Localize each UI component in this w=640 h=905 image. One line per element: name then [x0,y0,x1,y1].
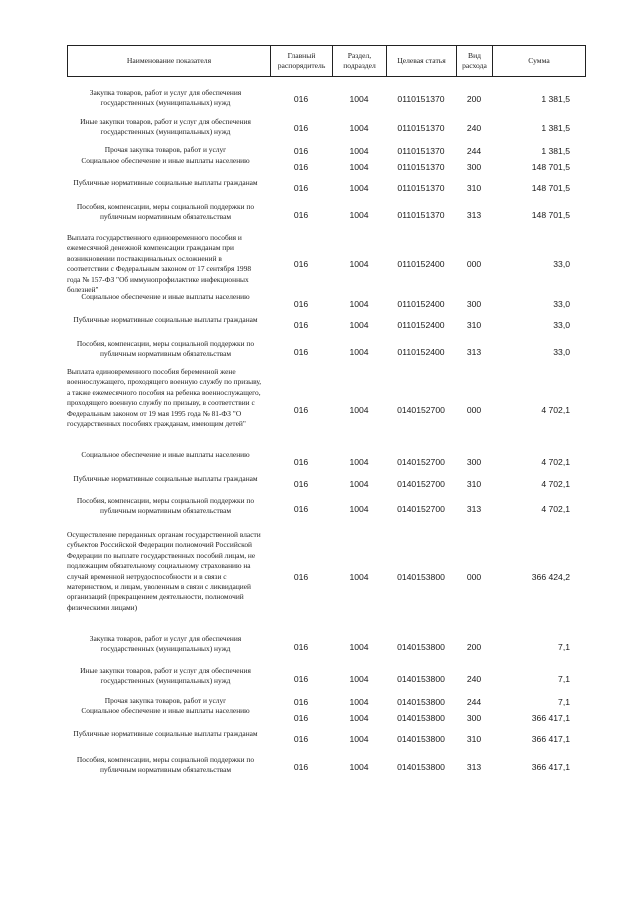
row-sum: 1 381,5 [541,123,570,133]
row-section: 1004 [349,162,369,172]
row-type: 244 [466,146,482,156]
row-name: Социальное обеспечение и иные выплаты населению [81,450,250,459]
row-type: 300 [466,162,482,172]
row-type: 313 [466,210,482,220]
row-section: 1004 [349,504,369,514]
header-expense-type: Вид расхода [457,46,493,77]
row-target: 0140152700 [397,405,445,415]
row-sum: 4 702,1 [541,504,570,514]
row-name: Пособия, компенсации, меры социальной поддержки по публичным нормативным обязательствам [76,496,255,516]
row-grbs: 016 [293,479,309,489]
table-header [67,45,586,77]
row-grbs: 016 [293,713,309,723]
row-grbs: 016 [293,259,309,269]
row-target: 0110151370 [397,146,445,156]
row-type: 200 [466,642,482,652]
row-grbs: 016 [293,210,309,220]
row-grbs: 016 [293,299,309,309]
row-section: 1004 [349,697,369,707]
row-section: 1004 [349,123,369,133]
row-type: 200 [466,94,482,104]
row-target: 0140153800 [397,642,445,652]
row-target: 0140153800 [397,734,445,744]
row-section: 1004 [349,762,369,772]
row-name: Публичные нормативные социальные выплаты гражданам [73,178,258,187]
row-sum: 148 701,5 [531,183,570,193]
row-target: 0140153800 [397,713,445,723]
row-grbs: 016 [293,642,309,652]
header-grbs: Главный распорядитель [271,46,333,77]
row-grbs: 016 [293,457,309,467]
row-section: 1004 [349,674,369,684]
row-target: 0110152400 [397,347,445,357]
row-type: 300 [466,457,482,467]
row-section: 1004 [349,713,369,723]
row-section: 1004 [349,183,369,193]
row-section: 1004 [349,320,369,330]
row-section: 1004 [349,94,369,104]
row-type: 310 [466,479,482,489]
row-grbs: 016 [293,762,309,772]
row-type: 000 [466,259,482,269]
row-type: 310 [466,183,482,193]
row-name: Публичные нормативные социальные выплаты гражданам [73,315,258,324]
row-target: 0110151370 [397,123,445,133]
header-section: Раздел, подраздел [333,46,387,77]
row-sum: 1 381,5 [541,146,570,156]
row-name: Закупка товаров, работ и услуг для обеспечения государственных (муниципальных) нужд [89,88,242,108]
row-type: 310 [466,320,482,330]
row-section: 1004 [349,479,369,489]
row-grbs: 016 [293,94,309,104]
row-section: 1004 [349,572,369,582]
row-name: Прочая закупка товаров, работ и услуг [104,696,227,705]
row-target: 0110152400 [397,259,445,269]
row-type: 244 [466,697,482,707]
row-section: 1004 [349,146,369,156]
row-section: 1004 [349,734,369,744]
row-section: 1004 [349,405,369,415]
row-name: Иные закупки товаров, работ и услуг для обеспечения государственных (муниципальных) нужд [80,666,251,686]
row-target: 0140153800 [397,697,445,707]
row-target: 0140152700 [397,504,445,514]
row-name: Пособия, компенсации, меры социальной поддержки по публичным нормативным обязательствам [76,755,255,775]
row-type: 300 [466,299,482,309]
row-type: 313 [466,762,482,772]
row-name: Осуществление переданных органам государственной власти субъектов Российской Федерации полномочий Российской Федерации по выплате государственных пособий лицам, не подлежащим обязательному социальному страхованию на случай временной нетрудоспособности и в связи с материнством, и лицам, уволенным в связи с ликвидацией организаций (прекращением деятельности, полномочий физическими лицами) [67,530,261,612]
header-target: Целевая статья [387,46,457,77]
row-grbs: 016 [293,320,309,330]
row-target: 0140152700 [397,479,445,489]
row-sum: 7,1 [558,697,570,707]
row-grbs: 016 [293,405,309,415]
row-target: 0140153800 [397,674,445,684]
row-name: Иные закупки товаров, работ и услуг для обеспечения государственных (муниципальных) нужд [80,117,251,137]
row-name: Публичные нормативные социальные выплаты гражданам [73,474,258,483]
row-name: Публичные нормативные социальные выплаты гражданам [73,729,258,738]
row-section: 1004 [349,259,369,269]
row-type: 000 [466,405,482,415]
row-name: Выплата единовременного пособия беременной жене военнослужащего, проходящего военную службу по призыву, а также ежемесячного пособия на ребенка военнослужащего, проходящего военную службу по призыву, в соответствии с Федеральным законом от 19 мая 1995 года № 81-ФЗ "О государственных пособиях гражданам, имеющим детей" [67,367,262,429]
row-type: 240 [466,674,482,684]
row-section: 1004 [349,457,369,467]
header-name: Наименование показателя [68,46,271,77]
row-name: Пособия, компенсации, меры социальной поддержки по публичным нормативным обязательствам [76,202,255,222]
row-type: 313 [466,504,482,514]
row-target: 0110152400 [397,299,445,309]
row-grbs: 016 [293,162,309,172]
row-section: 1004 [349,210,369,220]
row-grbs: 016 [293,572,309,582]
row-section: 1004 [349,347,369,357]
row-sum: 33,0 [553,347,570,357]
row-name: Социальное обеспечение и иные выплаты населению [81,292,250,301]
header-sum: Сумма [493,46,586,77]
row-sum: 4 702,1 [541,457,570,467]
row-name: Пособия, компенсации, меры социальной поддержки по публичным нормативным обязательствам [76,339,255,359]
row-sum: 33,0 [553,299,570,309]
row-sum: 366 424,2 [531,572,570,582]
row-target: 0110151370 [397,94,445,104]
row-type: 240 [466,123,482,133]
row-sum: 366 417,1 [531,734,570,744]
row-sum: 1 381,5 [541,94,570,104]
row-name: Закупка товаров, работ и услуг для обеспечения государственных (муниципальных) нужд [89,634,242,654]
row-sum: 33,0 [553,320,570,330]
row-target: 0140152700 [397,457,445,467]
row-sum: 7,1 [558,642,570,652]
row-grbs: 016 [293,674,309,684]
row-type: 313 [466,347,482,357]
row-type: 000 [466,572,482,582]
row-sum: 33,0 [553,259,570,269]
row-grbs: 016 [293,123,309,133]
row-sum: 366 417,1 [531,713,570,723]
row-sum: 366 417,1 [531,762,570,772]
row-target: 0140153800 [397,762,445,772]
row-sum: 4 702,1 [541,405,570,415]
row-grbs: 016 [293,146,309,156]
row-grbs: 016 [293,183,309,193]
row-target: 0110151370 [397,183,445,193]
row-name: Социальное обеспечение и иные выплаты населению [81,156,250,165]
row-target: 0110152400 [397,320,445,330]
row-name: Социальное обеспечение и иные выплаты населению [81,706,250,715]
row-section: 1004 [349,642,369,652]
row-type: 300 [466,713,482,723]
row-name: Прочая закупка товаров, работ и услуг [104,145,227,154]
row-sum: 148 701,5 [531,162,570,172]
row-sum: 7,1 [558,674,570,684]
row-sum: 148 701,5 [531,210,570,220]
row-target: 0140153800 [397,572,445,582]
row-section: 1004 [349,299,369,309]
row-type: 310 [466,734,482,744]
row-target: 0110151370 [397,162,445,172]
row-grbs: 016 [293,697,309,707]
row-sum: 4 702,1 [541,479,570,489]
row-grbs: 016 [293,734,309,744]
row-grbs: 016 [293,504,309,514]
row-name: Выплата государственного единовременного пособия и ежемесячной денежной компенсации гражданам при возникновении поствакцинальных осложнений в соответствии с Федеральным законом от 17 сентября 1998 года № 157-ФЗ "Об иммунопрофилактике инфекционных болезней" [67,233,252,295]
row-target: 0110151370 [397,210,445,220]
row-grbs: 016 [293,347,309,357]
